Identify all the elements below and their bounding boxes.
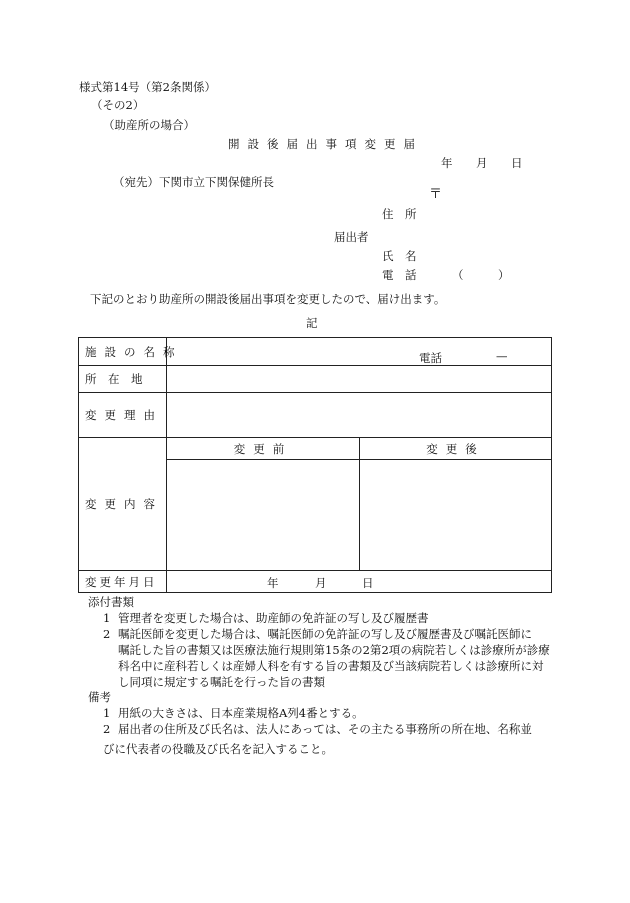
facility-name-field[interactable] [167,338,552,366]
postal-mark: 〒 [429,187,443,202]
ki-heading: 記 [306,316,318,330]
remark-1-number: 1 [103,706,111,720]
form-case: （助産所の場合） [103,118,195,132]
before-field[interactable] [167,460,360,571]
applicant-address-label: 住 所 [382,207,417,221]
date-year: 年 [441,156,453,170]
facility-phone-dash: — [496,349,508,363]
facility-phone-label: 電話 [419,351,442,365]
reason-label: 変更理由 [79,393,167,438]
form-sub-number: （その2） [91,98,145,112]
form-number: 様式第14号（第2条関係） [79,80,216,94]
change-date-day: 日 [362,576,374,590]
attachment-2-line-3: 科名中に産科若しくは産婦人科を有する旨の書類及び当該病院若しくは診療所に対 [118,659,544,673]
change-date-field[interactable] [167,571,552,593]
date-day: 日 [511,156,523,170]
remark-2-line-2: びに代表者の役職及び氏名を記入すること。 [103,742,333,756]
after-field[interactable] [360,460,552,571]
location-field[interactable] [167,366,552,393]
remarks-heading: 備考 [88,690,111,704]
attachment-1-text: 管理者を変更した場合は、助産師の免許証の写し及び履歴書 [118,611,429,625]
applicant-name-label: 氏 名 [382,249,417,263]
applicant-label: 届出者 [334,230,369,244]
addressee: （宛先）下関市立下関保健所長 [113,175,274,189]
attachments-heading: 添付書類 [88,595,134,609]
attachment-2-line-1: 嘱託医師を変更した場合は、嘱託医師の免許証の写し及び履歴書及び嘱託医師に [118,627,532,641]
change-date-label: 変更年月日 [79,571,167,593]
date-month: 月 [476,156,488,170]
page-title: 開設後届出事項変更届 [228,137,423,151]
intro-text: 下記のとおり助産所の開設後届出事項を変更したので、届け出ます。 [90,292,446,306]
reason-field[interactable] [167,393,552,438]
remark-2-line-1: 届出者の住所及び氏名は、法人にあっては、その主たる事務所の所在地、名称並 [118,722,532,736]
after-header: 変更後 [360,438,552,460]
change-date-month: 月 [315,576,327,590]
attachment-1-number: 1 [103,611,111,625]
change-notification-table [78,337,552,593]
facility-name-label: 施設の名称 [79,338,167,366]
remark-1-text: 用紙の大きさは、日本産業規格A列4番とする。 [118,706,364,720]
change-date-year: 年 [267,576,279,590]
location-label: 所 在 地 [79,366,167,393]
content-label: 変更内容 [79,438,167,571]
before-header: 変更前 [167,438,360,460]
attachment-2-line-2: 嘱託した旨の書類又は医療法施行規則第15条の2第2項の病院若しくは診療所が診療 [118,643,550,657]
remark-2-number: 2 [103,722,111,736]
applicant-phone-paren: （ ） [452,268,510,282]
applicant-phone-label: 電 話 [382,268,417,282]
attachment-2-line-4: し同項に規定する嘱託を行った旨の書類 [118,675,325,689]
attachment-2-number: 2 [103,627,111,641]
